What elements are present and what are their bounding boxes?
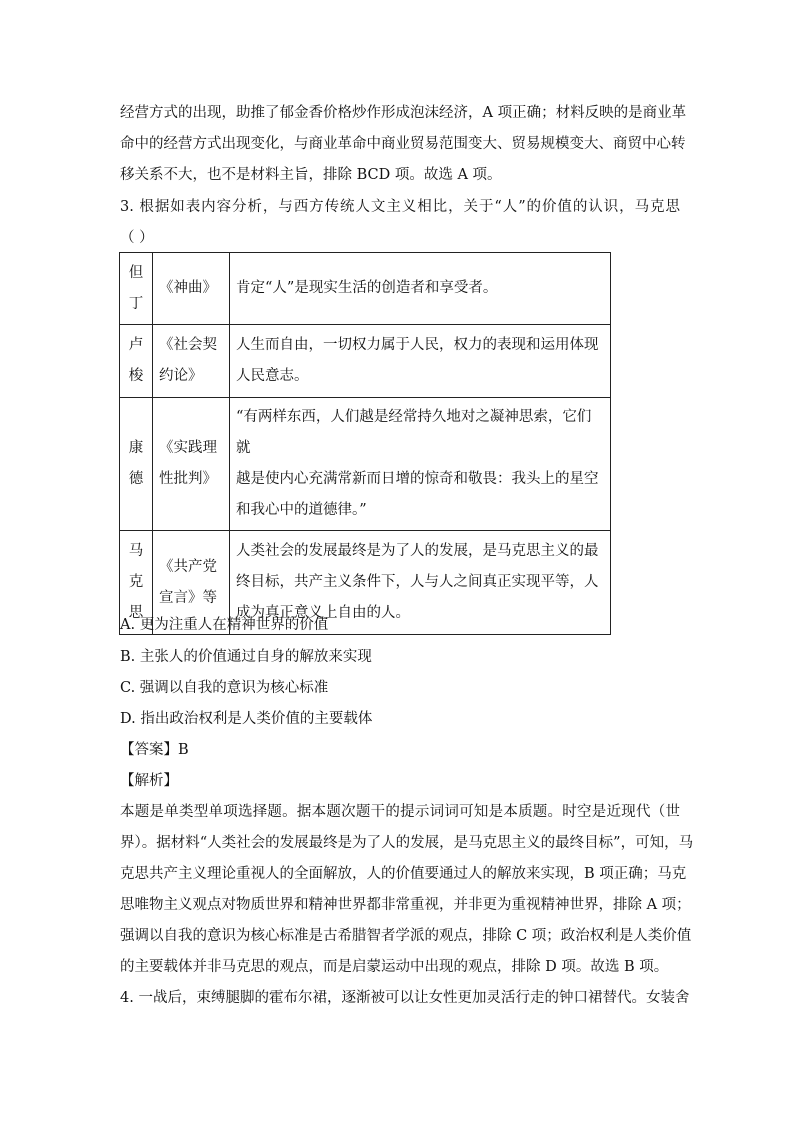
question-paren: （ ） bbox=[120, 230, 154, 246]
work-title: 《神曲》 bbox=[159, 280, 217, 296]
person-cell bbox=[120, 325, 153, 398]
idea-text: 人类社会的发展最终是为了人的发展，是马克思主义的最 bbox=[236, 543, 599, 559]
analysis-line-3: 克思共产主义理论重视人的全面解放，人的价值要通过人的解放来实现，B 项正确；马克 bbox=[120, 866, 687, 882]
person-char: 丁 bbox=[128, 295, 144, 312]
work-title: 《共产党 bbox=[159, 558, 217, 575]
option-b: B. 主张人的价值通过自身的解放来实现 bbox=[120, 649, 372, 665]
option-d: D. 指出政治权利是人类价值的主要载体 bbox=[120, 711, 373, 727]
idea-text: 人生而自由，一切权力属于人民，权力的表现和运用体现 bbox=[236, 337, 599, 353]
answer-label: 【答案】B bbox=[120, 742, 189, 758]
intro-line-2: 命中的经营方式出现变化，与商业革命中商业贸易范围变大、贸易规模变大、商贸中心转 bbox=[120, 136, 686, 152]
idea-text: 成为真正意义上自由的人。 bbox=[236, 605, 410, 621]
person-char: 克 bbox=[128, 574, 144, 590]
table-row bbox=[120, 253, 611, 325]
person-cell bbox=[120, 398, 153, 531]
analysis-line-4: 思唯物主义观点对物质世界和精神世界都非常重视，并非更为重视精神世界，排除 A 项； bbox=[120, 897, 691, 913]
person-char: 德 bbox=[128, 471, 144, 487]
work-title: 《实践理 bbox=[159, 440, 217, 456]
analysis-line-6: 的主要载体并非马克思的观点，而是启蒙运动中出现的观点，排除 D 项。故选 B 项。 bbox=[120, 959, 669, 975]
analysis-line-2: 界）。据材料“人类社会的发展最终是为了人的发展，是马克思主义的最终目标”，可知，马 bbox=[120, 835, 694, 851]
question-stem: 3. 根据如表内容分析，与西方传统人文主义相比，关于“人”的价值的认识，马克思 bbox=[120, 199, 680, 215]
idea-text: 人民意志。 bbox=[236, 368, 309, 384]
intro-line-3: 移关系不大，也不是材料主旨，排除 BCD 项。故选 A 项。 bbox=[120, 167, 502, 183]
idea-cell bbox=[230, 325, 611, 398]
person-char: 康 bbox=[128, 440, 144, 456]
idea-text: 越是使内心充满常新而日增的惊奇和敬畏：我头上的星空 bbox=[236, 471, 599, 487]
person-char: 马 bbox=[128, 543, 144, 559]
idea-text: “有两样东西，人们越是经常持久地对之凝神思索，它们就 bbox=[236, 409, 592, 456]
option-c: C. 强调以自我的意识为核心标准 bbox=[120, 680, 329, 696]
analysis-line-1: 本题是单类型单项选择题。据本题次题干的提示词词可知是本质题。时空是近现代（世 bbox=[120, 804, 680, 820]
next-question-stem: 4. 一战后，束缚腿脚的霍布尔裙，逐渐被可以让女性更加灵活行走的钟口裙替代。女装舍 bbox=[120, 990, 690, 1006]
analysis-heading: 【解析】 bbox=[120, 773, 178, 789]
person-char: 思 bbox=[128, 605, 144, 621]
idea-text: 肯定“人”是现实生活的创造者和享受者。 bbox=[236, 280, 498, 296]
person-cell bbox=[120, 253, 153, 325]
idea-cell bbox=[230, 398, 611, 531]
person-char: 但 bbox=[128, 264, 144, 281]
table-row bbox=[120, 398, 611, 531]
idea-cell bbox=[230, 253, 611, 325]
analysis-line-5: 强调以自我的意识为核心标准是古希腊智者学派的观点，排除 C 项；政治权利是人类价值 bbox=[120, 928, 692, 944]
option-a: A. 更为注重人在精神世界的价值 bbox=[120, 617, 329, 633]
idea-text: 和我心中的道德律。” bbox=[236, 502, 367, 518]
work-title: 宣言》等 bbox=[159, 589, 217, 606]
comparison-table bbox=[119, 252, 611, 635]
work-title: 约论》 bbox=[159, 368, 203, 384]
table-row bbox=[120, 325, 611, 398]
person-char: 卢 bbox=[128, 337, 144, 353]
work-title: 《社会契 bbox=[159, 337, 217, 353]
work-cell bbox=[153, 398, 230, 531]
person-char: 梭 bbox=[128, 368, 144, 384]
idea-text: 终目标，共产主义条件下，人与人之间真正实现平等，人 bbox=[236, 574, 599, 590]
work-cell bbox=[153, 253, 230, 325]
work-cell bbox=[153, 325, 230, 398]
work-title: 性批判》 bbox=[159, 471, 217, 487]
intro-line-1: 经营方式的出现，助推了郁金香价格炒作形成泡沫经济，A 项正确；材料反映的是商业革 bbox=[120, 105, 687, 121]
